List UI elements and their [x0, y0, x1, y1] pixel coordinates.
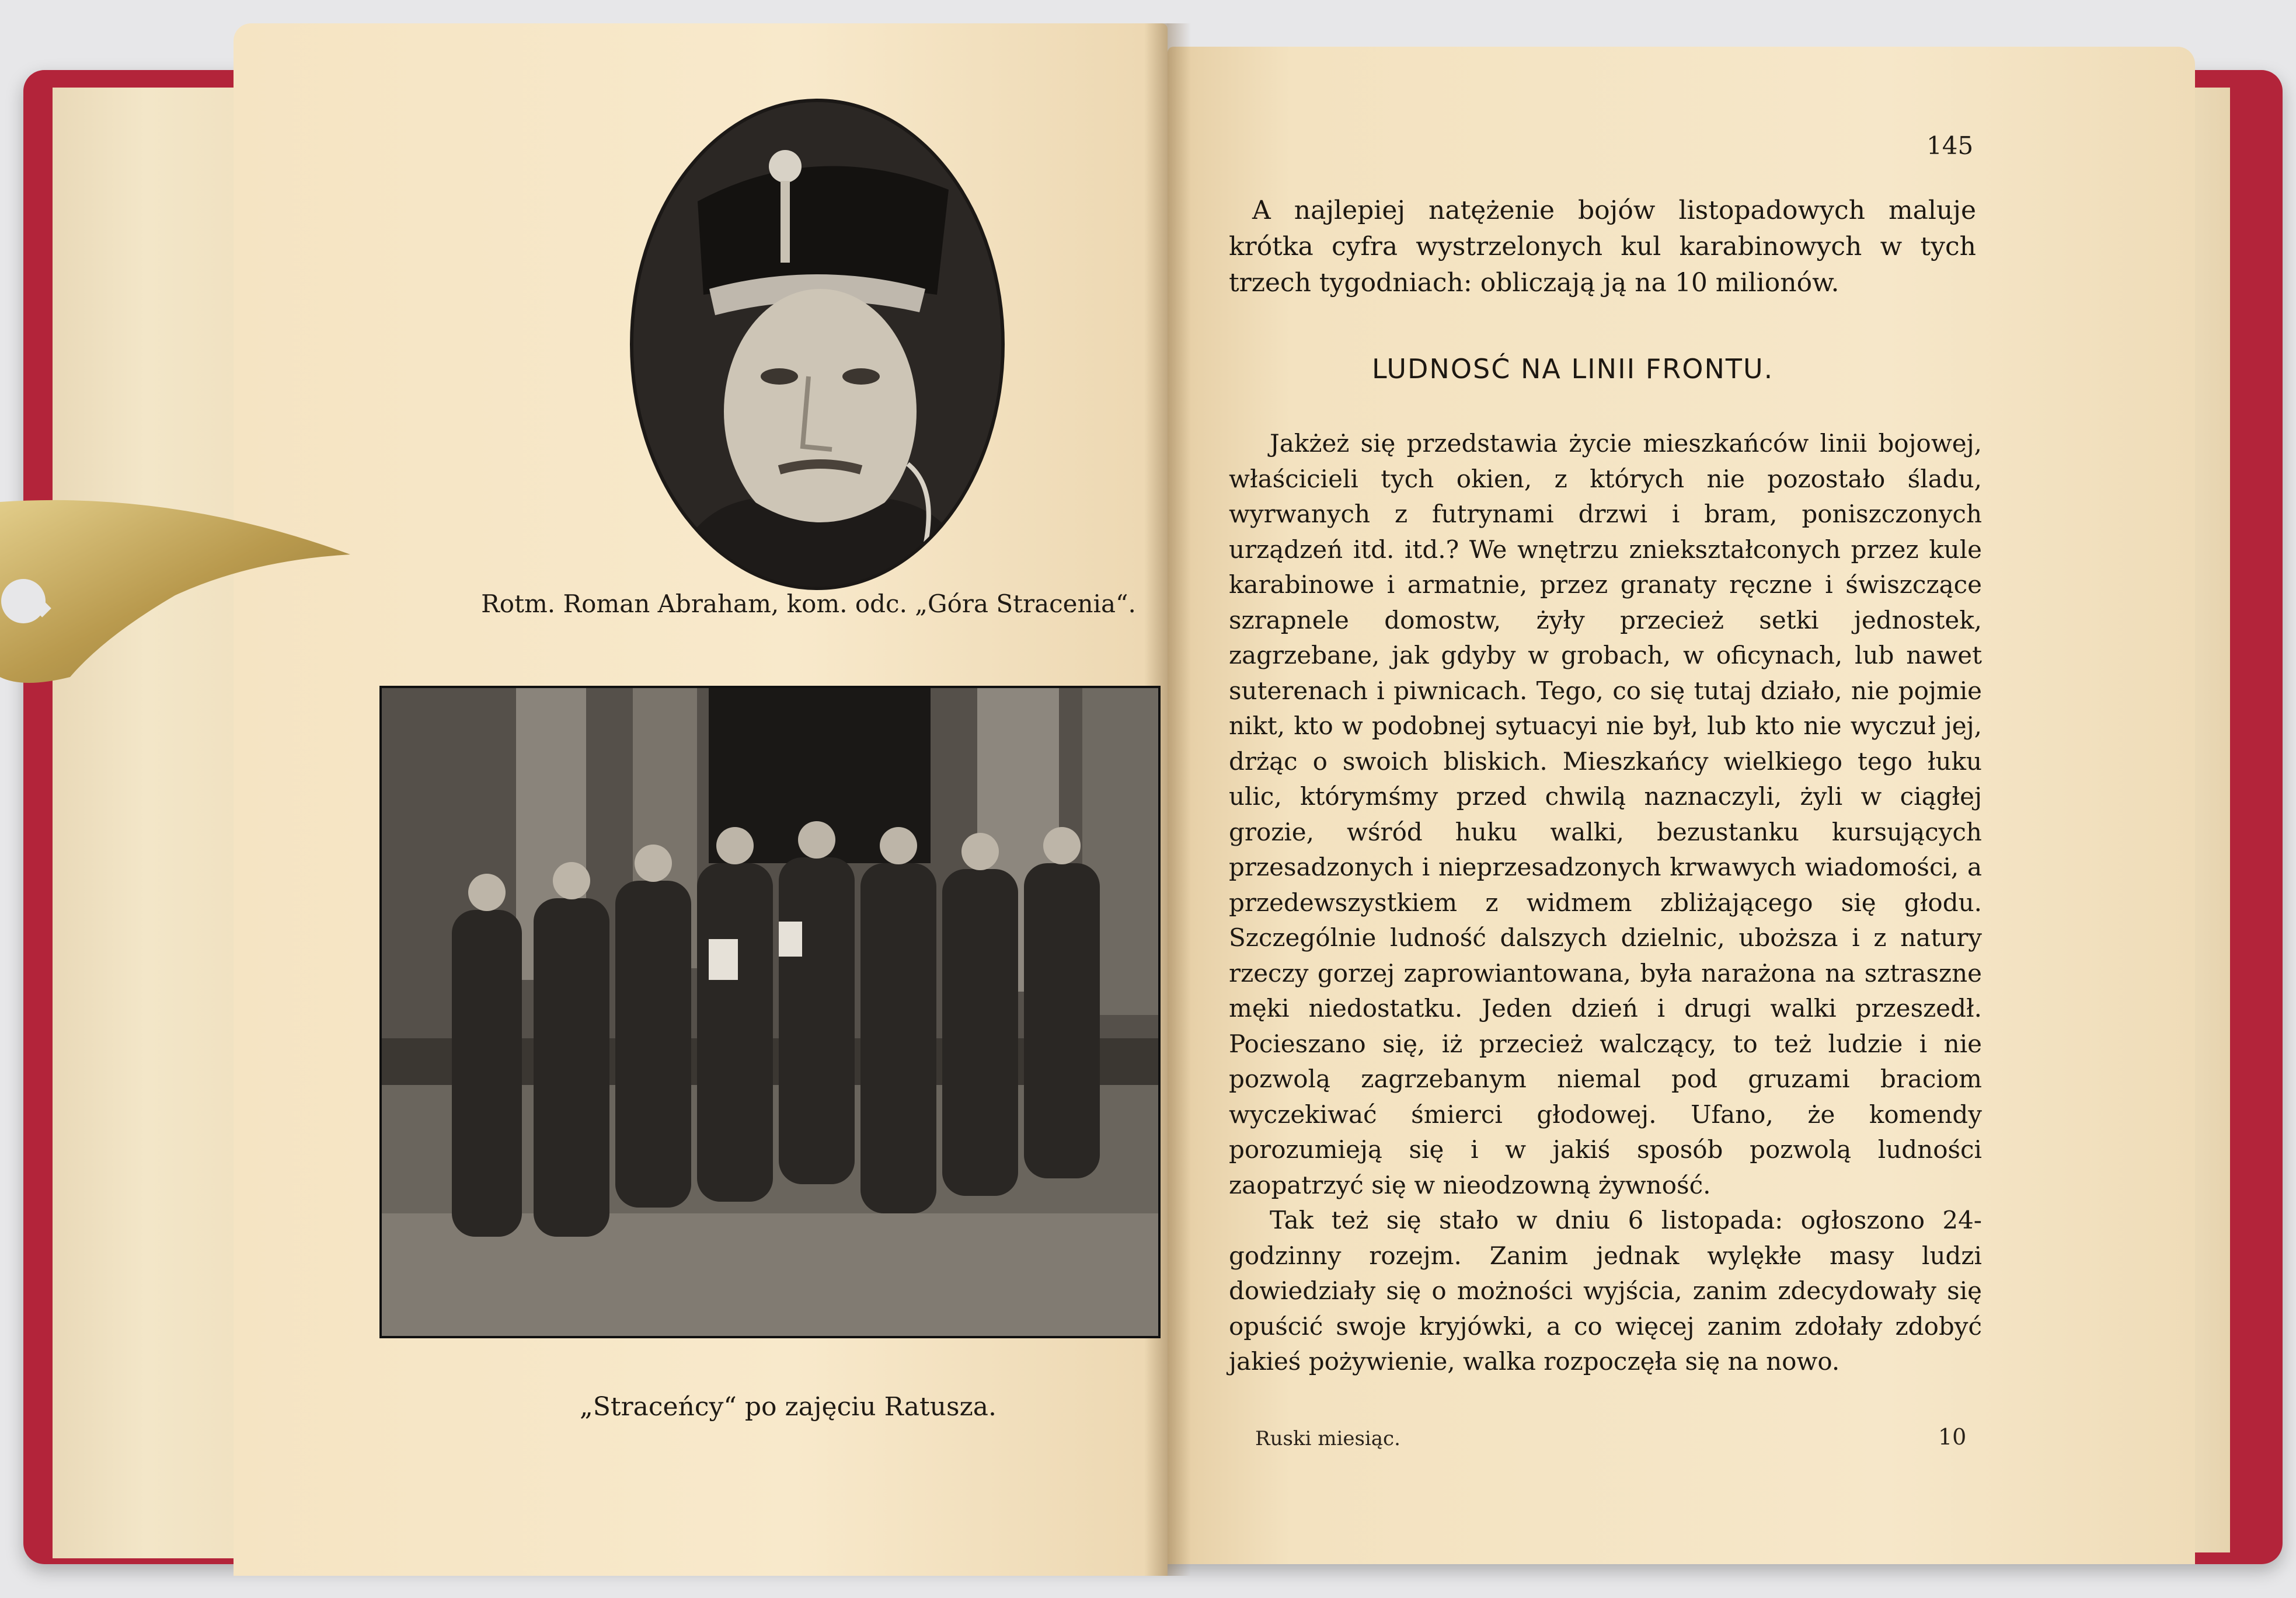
footer-sheet-number: 10	[1938, 1424, 1967, 1450]
lead-paragraph	[1229, 193, 1976, 301]
portrait-caption: Rotm. Roman Abraham, kom. odc. „Góra Stracenia“.	[481, 589, 1136, 618]
lead-paragraph-text: A najlepiej natężenie bojów listopadowych maluje krótka cyfra wystrzelonych kul karabinowych w tych trzech tygodniach: obliczają ją na 10 milionów.	[1229, 196, 1976, 298]
body-text	[1229, 426, 1982, 1380]
page-number: 145	[1926, 131, 1974, 160]
group-photo	[379, 686, 1161, 1338]
paragraph: Tak też się stało w dniu 6 listopada: ogłoszono 24-godzinny rozejm. Zanim jednak wylękłe masy ludzi dowiedziały się o możności wyjścia, zanim zdecydowały się opuścić swoje kryjówki, a co więcej zanim zdołały zdobyć jakieś pożywienie, walka rozpoczęła się na nowo.	[1229, 1206, 1982, 1376]
portrait-photo	[633, 102, 1001, 587]
footer-signature: Ruski miesiąc.	[1255, 1427, 1400, 1450]
section-heading: LUDNOSĆ NA LINII FRONTU.	[1372, 353, 1774, 385]
paragraph: Jakżeż się przedstawia życie mieszkańców linii bojowej, właścicieli tych okien, z których nie pozostało śladu, wyrwanych z futrynami drzwi i bram, poniszczonych urządzeń itd. itd.? We wnętrzu zniekształconych przez kule karabinowe i armatnie, przez granaty ręczne i świszczące szrapnele domostw, żyły przecież setki jednostek, zagrzebane, jak gdyby w grobach, w oficynach, lub nawet suterenach i piwnicach. Tego, co się tutaj działo, nie pojmie nikt, kto w podobnej sytuacyi nie był, lub kto nie wyczuł jej, drżąc o swoich bliskich. Mieszkańcy wielkiego tego łuku ulic, którymśmy przed chwilą naznaczyli, żyli w ciągłej grozie, wśród huku walki, bezustanku kursujących przesadzonych i nieprzesadzonych krwawych wiadomości, a przedewszystkiem z widmem zbliżającego się głodu. Szczególnie ludność dalszych dzielnic, uboższa i z natury rzeczy gorzej zaprowiantowana, była narażona na sztraszne męki niedostatku. Jeden dzień i drugi walki przeszedł. Pocieszano się, iż przecież walczący, to też ludzie i nie pozwolą zagrzebanym niemal pod gruzami braciom wyczekiwać śmierci głodowej. Ufano, że komendy porozumieją się i w jakiś sposób pozwolą ludności zaopatrzyć się w nieodzowną żywność.	[1229, 429, 1982, 1199]
brass-bookmark	[0, 490, 362, 689]
group-caption: „Straceńcy“ po zajęciu Ratusza.	[579, 1392, 997, 1422]
